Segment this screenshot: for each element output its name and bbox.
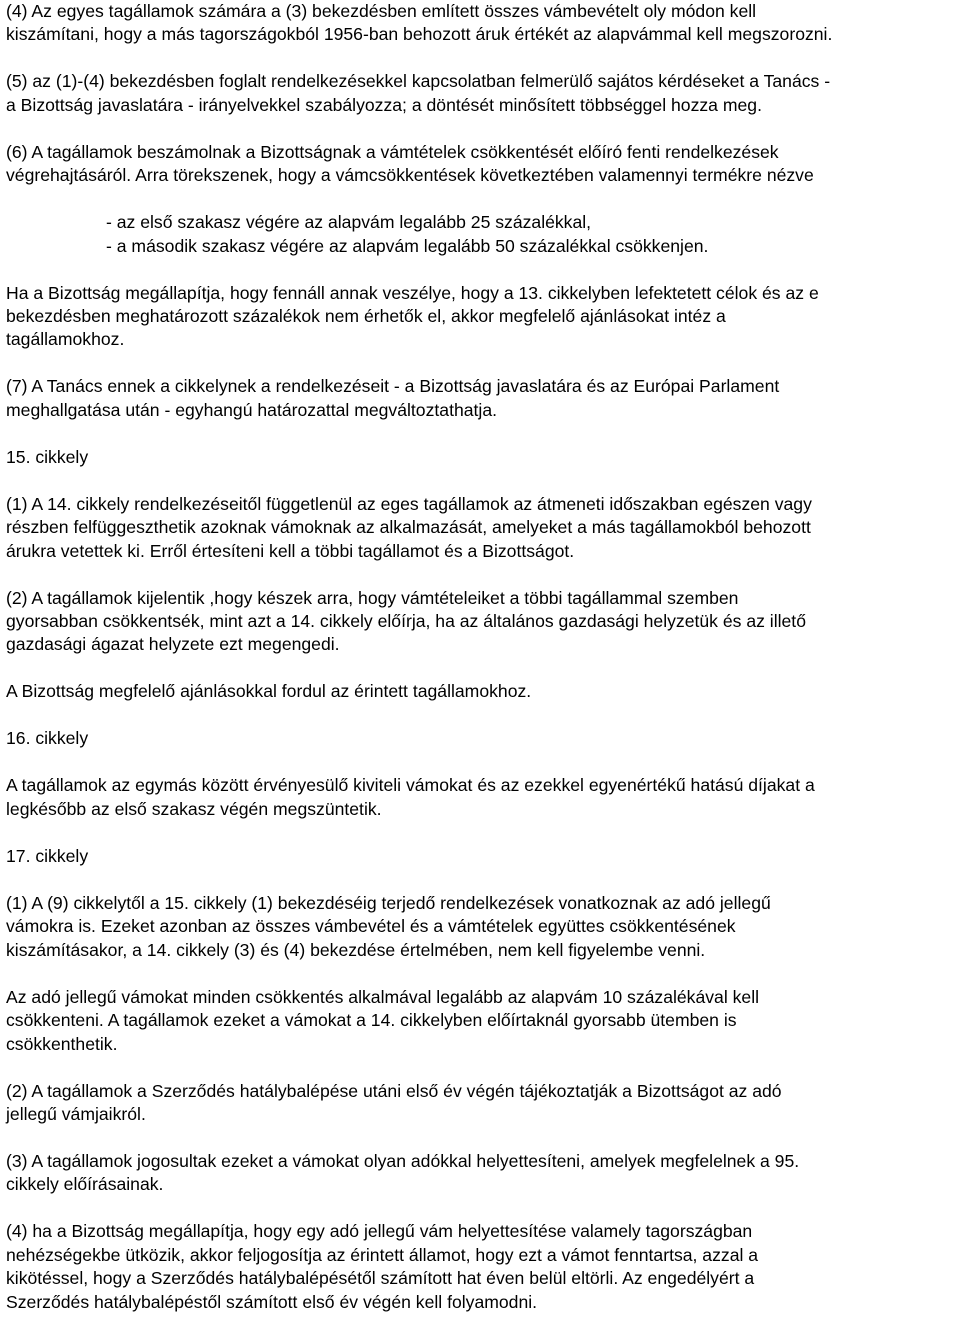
article-16-heading: 16. cikkely: [6, 728, 89, 749]
paragraph-17-1: (1) A (9) cikkelytől a 15. cikkely (1) bekezdéséig terjedő rendelkezések vonatkoznak az adó jellegű vámokra is. Ezeket azonban az összes vámbevétel és a vámtételek együttes csökkentésének kiszámításakor, a 14. cikkely (3) és (4) bekezdése értelmében, nem kell figyelembe venni.: [6, 892, 771, 960]
paragraph-14-7: (7) A Tanács ennek a cikkelynek a rendelkezéseit - a Bizottság javaslatára és az Európai Parlament meghallgatása után - egyhangú határozattal megváltoztathatja.: [6, 376, 780, 420]
indented-list: - az első szakasz végére az alapvám legalább 25 százalékkal, - a második szakasz végére az alapvám legalább 50 százalékkal csökkenjen.: [106, 212, 709, 256]
paragraph-14-5: (5) az (1)-(4) bekezdésben foglalt rendelkezésekkel kapcsolatban felmerülő sajátos kérdéseket a Tanács - a Bizottság javaslatára - irányelvekkel szabályozza; a döntését minősített többséggel hozza meg.: [6, 71, 831, 115]
paragraph-17-4: (4) ha a Bizottság megállapítja, hogy egy adó jellegű vám helyettesítése valamely tagországban nehézségekbe ütközik, akkor feljogosítja az érintett államot, hogy ezt a vámot fenntartsa, azzal a kikötéssel, hogy a Szerződés hatálybalépésétől számított hat éven belül eltörli. Az engedélyért a Szerződés hatálybalépéstől számított első év végén kell folyamodni.: [6, 1221, 759, 1312]
article-15-heading: 15. cikkely: [6, 446, 89, 467]
article-17-heading: 17. cikkely: [6, 845, 89, 866]
document-page: [6, 0, 956, 1338]
paragraph-14-4: (4) Az egyes tagállamok számára a (3) bekezdésben említett összes vámbevételt oly módon kell kiszámítani, hogy a más tagországokból 1956-ban behozott áruk értékét az alapvámmal kell megszorozni.: [6, 1, 833, 45]
paragraph-15-2: (2) A tagállamok kijelentik ,hogy készek arra, hogy vámtételeiket a többi tagállammal szemben gyorsabban csökkentsék, mint azt a 14. cikkely előírja, ha az általános gazdasági helyzetük és az illető gazdasági ágazat helyzete ezt megengedi.: [6, 587, 806, 655]
paragraph-17-3: (3) A tagállamok jogosultak ezeket a vámokat olyan adókkal helyettesíteni, amelyek megfelelnek a 95. cikkely előírásainak.: [6, 1150, 800, 1195]
paragraph-15-commission: A Bizottság megfelelő ajánlásokkal fordul az érintett tagállamokhoz.: [6, 681, 532, 702]
paragraph-15-1: (1) A 14. cikkely rendelkezéseitől függetlenül az eges tagállamok az átmeneti időszakban egészen vagy részben felfüggeszthetik azoknak vámoknak az alkalmazását, amelyeket a más tagállamokból behozott árukra vetettek ki. Erről értesíteni kell a többi tagállamot és a Bizottságot.: [6, 493, 812, 561]
paragraph-17-2: (2) A tagállamok a Szerződés hatálybalépése utáni első év végén tájékoztatják a Bizottságot az adó jellegű vámjaikról.: [6, 1080, 782, 1124]
paragraph-14-6: (6) A tagállamok beszámolnak a Bizottságnak a vámtételek csökkentését előíró fenti rendelkezések végrehajtásáról. Arra törekszenek, hogy a vámcsökkentések következtében valamennyi termékre nézve: [6, 141, 814, 186]
paragraph-commission-recommendation: Ha a Bizottság megállapítja, hogy fennáll annak veszélye, hogy a 13. cikkelyben lefektetett célok és az e bekezdésben meghatározott százalékok nem érhetők el, akkor megfelelő ajánlásokat intéz a tagállamokhoz.: [6, 282, 819, 350]
paragraph-16: A tagállamok az egymás között érvényesülő kiviteli vámokat és az ezekkel egyenértékű hatású díjakat a legkésőbb az első szakasz végén megszüntetik.: [6, 775, 815, 819]
paragraph-17-1-continued: Az adó jellegű vámokat minden csökkentés alkalmával legalább az alapvám 10 százalékával kell csökkenteni. A tagállamok ezeket a vámokat a 14. cikkelyben előírtaknál gyorsabb ütemben is csökkenthetik.: [6, 986, 760, 1054]
